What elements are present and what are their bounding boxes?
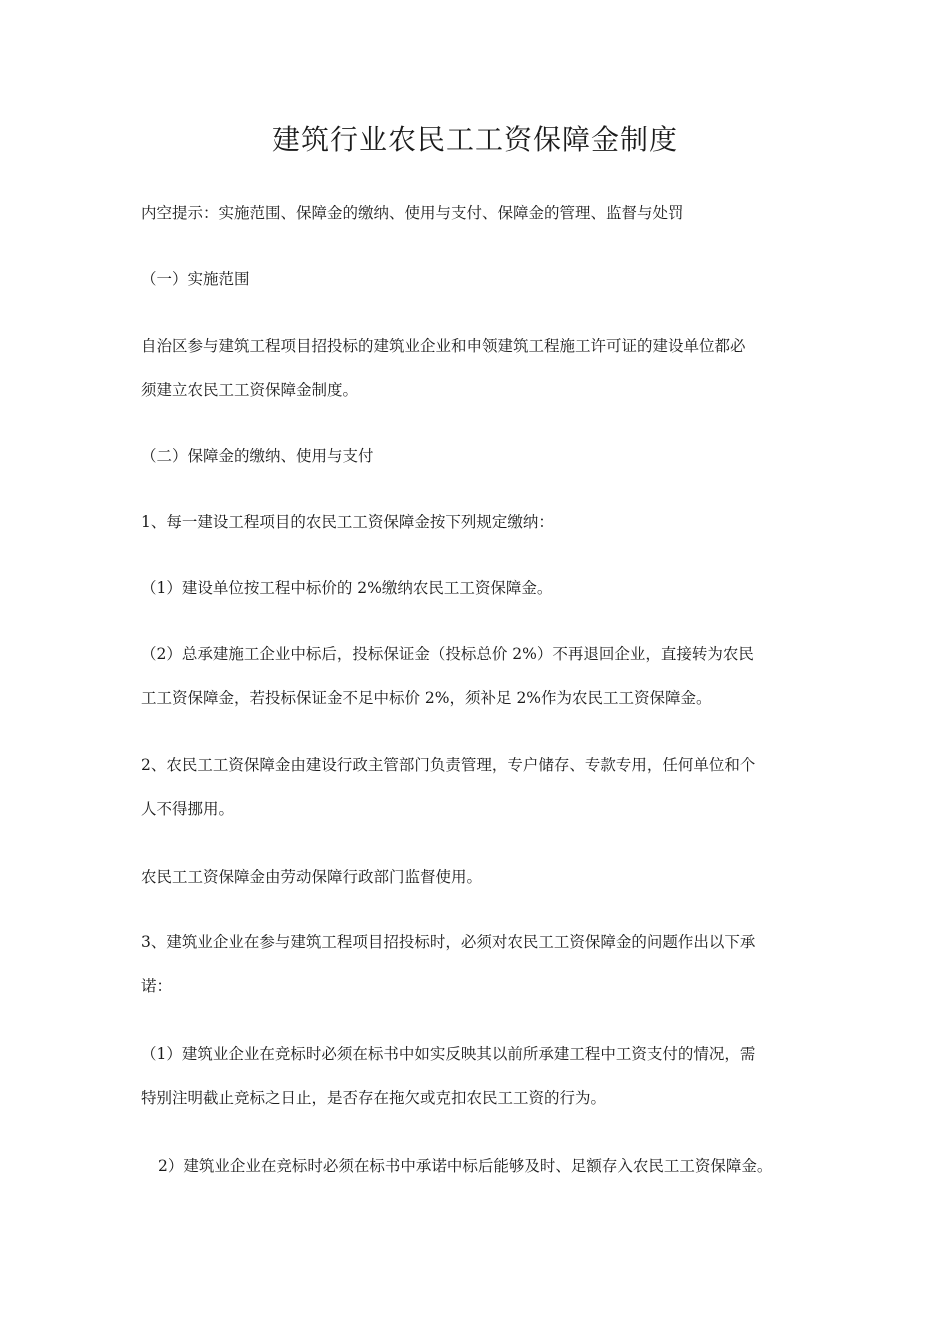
commitment-subitem-1 [141, 1032, 821, 1120]
hint-paragraph [141, 191, 821, 235]
paragraph-line: 人不得挪用。 [141, 800, 235, 818]
payment-subitem-2 [141, 632, 821, 720]
scope-paragraph [141, 324, 821, 412]
paragraph-line: （1）建设单位按工程中标价的 2%缴纳农民工工资保障金。 [141, 579, 553, 597]
commitment-subitem-2 [158, 1144, 838, 1188]
payment-item-3 [141, 920, 821, 1008]
paragraph-line: 2）建筑业企业在竞标时必须在标书中承诺中标后能够及时、足额存入农民工工资保障金。 [158, 1157, 773, 1175]
paragraph-line: （一）实施范围 [141, 270, 250, 288]
paragraph-line: 须建立农民工工资保障金制度。 [141, 381, 359, 399]
paragraph-line: 农民工工资保障金由劳动保障行政部门监督使用。 [141, 868, 483, 886]
paragraph-line: 特别注明截止竞标之日止，是否存在拖欠或克扣农民工工资的行为。 [141, 1089, 607, 1107]
payment-item-1 [141, 500, 821, 544]
paragraph-line: 2、农民工工资保障金由建设行政主管部门负责管理，专户储存、专款专用，任何单位和个 [141, 756, 756, 774]
paragraph-line: 3、建筑业企业在参与建筑工程项目招投标时，必须对农民工工资保障金的问题作出以下承 [141, 933, 756, 951]
paragraph-line: 自治区参与建筑工程项目招投标的建筑业企业和申领建筑工程施工许可证的建设单位都必 [141, 337, 746, 355]
paragraph-line: 内空提示：实施范围、保障金的缴纳、使用与支付、保障金的管理、监督与处罚 [141, 204, 684, 222]
section-heading-scope [141, 257, 821, 301]
document-title: 建筑行业农民工工资保障金制度 [271, 123, 678, 156]
paragraph-line: 诺： [141, 977, 173, 995]
supervision-paragraph [141, 855, 821, 899]
paragraph-line: （1）建筑业企业在竞标时必须在标书中如实反映其以前所承建工程中工资支付的情况，需 [141, 1045, 756, 1063]
paragraph-line: （2）总承建施工企业中标后，投标保证金（投标总价 2%）不再退回企业，直接转为农民 [141, 645, 754, 663]
paragraph-line: 工工资保障金，若投标保证金不足中标价 2%，须补足 2%作为农民工工资保障金。 [141, 689, 712, 707]
section-heading-payment [141, 434, 821, 478]
payment-subitem-1 [141, 566, 821, 610]
paragraph-line: （二）保障金的缴纳、使用与支付 [141, 447, 374, 465]
paragraph-line: 1、每一建设工程项目的农民工工资保障金按下列规定缴纳： [141, 513, 554, 531]
payment-item-2 [141, 743, 821, 831]
